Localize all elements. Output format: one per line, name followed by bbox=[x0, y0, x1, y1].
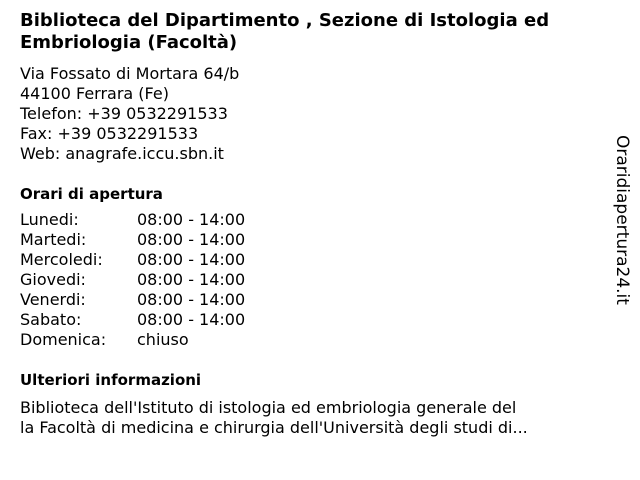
more-info-text bbox=[20, 398, 610, 438]
day-label: Giovedi: bbox=[20, 270, 86, 289]
site-brand-watermark: Oraridiapertura24.it bbox=[612, 135, 632, 305]
more-info-line: Biblioteca dell'Istituto di istologia ed embriologia generale del bbox=[20, 398, 517, 417]
time-value: 08:00 - 14:00 bbox=[137, 250, 246, 269]
hours-heading: Orari di apertura bbox=[20, 185, 163, 203]
hours-row-sunday bbox=[20, 330, 610, 350]
website: Web: anagrafe.iccu.sbn.it bbox=[20, 144, 224, 163]
more-info-line: la Facoltà di medicina e chirurgia dell'Università degli studi di... bbox=[20, 418, 528, 437]
time-value: 08:00 - 14:00 bbox=[137, 310, 246, 329]
hours-row-tuesday bbox=[20, 230, 610, 250]
fax-number: Fax: +39 0532291533 bbox=[20, 124, 199, 143]
day-label: Mercoledi: bbox=[20, 250, 103, 269]
library-title: Biblioteca del Dipartimento , Sezione di Istologia ed Embriologia (Facoltà) bbox=[20, 10, 550, 53]
more-info-heading: Ulteriori informazioni bbox=[20, 371, 202, 389]
city-address: 44100 Ferrara (Fe) bbox=[20, 84, 169, 103]
hours-row-thursday bbox=[20, 270, 610, 290]
day-label: Lunedi: bbox=[20, 210, 79, 229]
hours-row-monday bbox=[20, 210, 610, 230]
time-value: chiuso bbox=[137, 330, 189, 349]
hours-row-saturday bbox=[20, 310, 610, 330]
time-value: 08:00 - 14:00 bbox=[137, 210, 246, 229]
day-label: Martedi: bbox=[20, 230, 87, 249]
address-block bbox=[20, 64, 610, 164]
time-value: 08:00 - 14:00 bbox=[137, 290, 246, 309]
time-value: 08:00 - 14:00 bbox=[137, 270, 246, 289]
day-label: Venerdi: bbox=[20, 290, 86, 309]
library-info-card bbox=[20, 10, 610, 438]
day-label: Domenica: bbox=[20, 330, 107, 349]
phone-number: Telefon: +39 0532291533 bbox=[20, 104, 228, 123]
street-address: Via Fossato di Mortara 64/b bbox=[20, 64, 240, 83]
opening-hours-table bbox=[20, 210, 610, 350]
time-value: 08:00 - 14:00 bbox=[137, 230, 246, 249]
hours-row-friday bbox=[20, 290, 610, 310]
day-label: Sabato: bbox=[20, 310, 82, 329]
hours-row-wednesday bbox=[20, 250, 610, 270]
